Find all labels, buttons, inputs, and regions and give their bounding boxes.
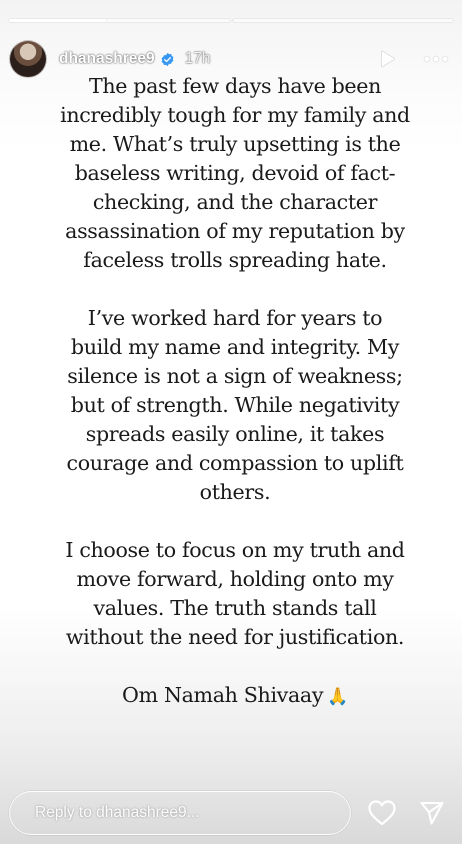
progress-segment <box>233 19 454 22</box>
avatar[interactable] <box>9 40 47 78</box>
heart-icon[interactable] <box>367 799 397 827</box>
story-paragraph: The past few days have been incredibly tough for my family and me. What’s truly upsetting is the baseless writing, devoid of fact-checking, and the character assassination of my reputation by faceless trolls spreading hate. <box>60 74 410 272</box>
story-paragraph: I’ve worked hard for years to build my name and integrity. My silence is not a sign of weakness; but of strength. While negativity spreads easily online, it takes courage and compassion to uplift others. <box>66 306 404 504</box>
play-icon[interactable] <box>377 49 397 69</box>
story-paragraph: I choose to focus on my truth and move forward, holding onto my values. The truth stands tall without the need for justification. <box>65 538 405 649</box>
reply-input[interactable] <box>9 791 351 835</box>
send-icon[interactable] <box>419 800 445 826</box>
story-progress <box>9 19 453 22</box>
progress-segment <box>9 19 230 22</box>
story-signature <box>60 681 410 712</box>
signature-text: Om Namah Shivaay <box>122 683 324 707</box>
username[interactable]: dhanashree9 <box>59 50 155 67</box>
more-icon[interactable] <box>423 55 449 63</box>
timestamp: 17h <box>184 50 211 67</box>
verified-badge-icon <box>160 52 175 67</box>
reply-placeholder: Reply to dhanashree9... <box>35 804 200 821</box>
progress-fill <box>9 19 106 22</box>
story-caption <box>60 72 410 712</box>
folded-hands-emoji: 🙏 <box>327 687 348 707</box>
reply-bar <box>9 790 453 836</box>
